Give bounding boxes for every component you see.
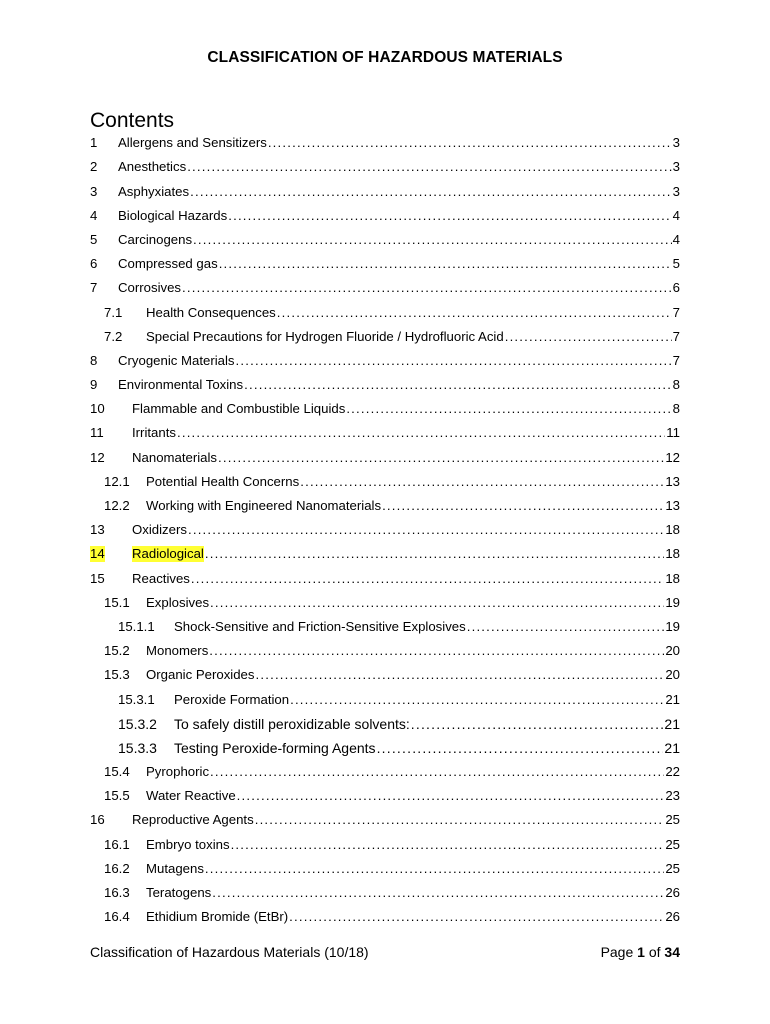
toc-entry-page: 3 (672, 183, 680, 199)
toc-entry[interactable] (90, 638, 680, 662)
toc-entry-label[interactable]: Compressed gas (118, 256, 218, 272)
toc-entry-number: 12 (90, 449, 105, 465)
toc-entry-body (146, 885, 680, 901)
toc-entry-body (146, 498, 680, 514)
toc-entry-page: 26 (665, 909, 680, 925)
toc-entry-number: 10 (90, 401, 105, 417)
toc-entry-page: 8 (672, 377, 680, 393)
toc-entry-body (146, 305, 680, 321)
toc-leader-dots (268, 135, 672, 151)
toc-entry-label[interactable]: Special Precautions for Hydrogen Fluoride / Hydrofluoric Acid (146, 328, 504, 344)
toc-entry-label[interactable]: Shock-Sensitive and Friction-Sensitive Explosives (174, 618, 466, 634)
toc-leader-dots (210, 764, 664, 780)
toc-entry-body (174, 740, 680, 756)
toc-entry[interactable] (90, 251, 680, 275)
toc-entry[interactable] (90, 227, 680, 251)
toc-leader-dots (300, 474, 664, 490)
toc-entry-body (146, 329, 680, 345)
contents-heading: Contents (90, 109, 175, 132)
toc-entry[interactable] (90, 686, 680, 710)
toc-leader-dots (188, 522, 664, 538)
toc-leader-dots (177, 425, 665, 441)
toc-entry-label[interactable]: Working with Engineered Nanomaterials (146, 498, 382, 513)
toc-entry-page: 4 (672, 231, 680, 247)
toc-entry-body (132, 522, 680, 538)
table-of-contents (90, 130, 680, 928)
toc-entry-label[interactable]: Explosives (146, 594, 210, 610)
toc-entry-body (146, 474, 680, 490)
toc-entry[interactable] (90, 541, 680, 565)
toc-leader-dots (210, 595, 664, 611)
toc-entry[interactable] (90, 154, 680, 178)
toc-entry-body (146, 595, 680, 611)
footer-page-total: 34 (664, 944, 680, 960)
toc-entry-number: 15.3.2 (118, 715, 157, 732)
toc-entry[interactable] (90, 735, 680, 759)
toc-entry-number: 1 (90, 135, 98, 151)
toc-entry-number: 16.3 (104, 885, 130, 900)
toc-entry-label[interactable]: Monomers (146, 643, 209, 659)
toc-entry-page: 23 (665, 788, 680, 804)
toc-entry[interactable] (90, 469, 680, 493)
toc-entry-page: 21 (665, 691, 680, 707)
toc-entry[interactable] (90, 493, 680, 517)
toc-leader-dots (228, 208, 671, 224)
toc-entry-number: 15.5 (104, 788, 130, 804)
toc-entry-number: 15.3 (104, 667, 130, 683)
toc-entry[interactable] (90, 590, 680, 614)
toc-entry-number: 4 (90, 207, 98, 223)
toc-entry-page: 12 (665, 449, 680, 465)
toc-entry-page: 25 (665, 836, 680, 852)
toc-entry-number: 15.4 (104, 764, 130, 780)
footer-of-word: of (644, 944, 665, 960)
toc-leader-dots (467, 619, 665, 635)
toc-entry-number: 15.1 (104, 594, 130, 610)
toc-leader-dots (237, 788, 665, 804)
toc-entry-number: 8 (90, 352, 98, 368)
toc-entry-page: 22 (665, 764, 680, 780)
toc-entry-number: 15 (90, 570, 105, 586)
toc-leader-dots (244, 377, 672, 393)
toc-entry-number: 6 (90, 256, 98, 272)
toc-entry-body (132, 425, 680, 441)
toc-leader-dots (212, 885, 664, 901)
toc-entry[interactable] (90, 324, 680, 348)
toc-entry-body (174, 716, 680, 732)
toc-entry-page: 4 (672, 207, 680, 223)
toc-entry[interactable] (90, 130, 680, 154)
toc-entry-body (146, 788, 680, 804)
toc-entry-number: 7.1 (104, 304, 123, 320)
toc-entry[interactable] (90, 856, 680, 880)
toc-entry-page: 21 (664, 739, 680, 756)
toc-entry-body (132, 450, 680, 466)
toc-entry-page: 8 (672, 401, 680, 417)
toc-entry[interactable] (90, 203, 680, 227)
toc-entry-label[interactable]: Corrosives (118, 280, 182, 296)
toc-entry-body (146, 667, 680, 683)
toc-entry-label[interactable]: Ethidium Bromide (EtBr) (146, 909, 289, 925)
toc-entry-label[interactable]: Testing Peroxide-forming Agents (174, 739, 376, 756)
toc-entry-number: 14 (90, 546, 105, 562)
toc-entry[interactable] (90, 396, 680, 420)
toc-leader-dots (231, 837, 665, 853)
toc-entry-page: 7 (672, 328, 680, 344)
toc-leader-dots (290, 692, 664, 708)
toc-entry-page: 25 (665, 860, 680, 876)
toc-entry-number: 12.2 (104, 498, 130, 513)
toc-leader-dots (255, 812, 665, 828)
toc-leader-dots (205, 861, 664, 877)
footer-page-indicator (601, 944, 680, 960)
toc-entry[interactable] (90, 831, 680, 855)
toc-entry-body (146, 861, 680, 877)
toc-entry-page: 7 (672, 304, 680, 320)
toc-leader-dots (190, 184, 672, 200)
toc-entry[interactable] (90, 759, 680, 783)
toc-entry-label[interactable]: Peroxide Formation (174, 691, 290, 707)
toc-entry-body (174, 619, 680, 635)
toc-entry-label[interactable]: Environmental Toxins (118, 377, 244, 393)
toc-leader-dots (382, 498, 664, 514)
toc-entry[interactable] (90, 662, 680, 686)
toc-entry-label[interactable]: Flammable and Combustible Liquids (132, 401, 346, 417)
toc-entry-body (118, 184, 680, 200)
toc-leader-dots (255, 667, 664, 683)
toc-entry-body (118, 232, 680, 248)
toc-leader-dots (411, 716, 664, 732)
toc-entry-label[interactable]: To safely distill peroxidizable solvents: (174, 715, 410, 732)
toc-entry[interactable] (90, 904, 680, 928)
toc-entry-number: 7 (90, 280, 98, 296)
toc-leader-dots (377, 740, 664, 756)
toc-entry-number: 15.3.3 (118, 739, 157, 756)
toc-entry-page: 21 (664, 715, 680, 732)
toc-entry-label[interactable]: Reproductive Agents (132, 812, 254, 828)
toc-entry-label[interactable]: Water Reactive (146, 788, 236, 804)
page-title: CLASSIFICATION OF HAZARDOUS MATERIALS (207, 49, 563, 66)
toc-entry[interactable] (90, 807, 680, 831)
toc-entry-label[interactable]: Irritants (132, 425, 176, 441)
toc-entry-label[interactable]: Embryo toxins (146, 836, 230, 852)
footer-page-number: 1 (637, 944, 645, 960)
toc-entry[interactable] (90, 614, 680, 638)
toc-entry-body (132, 546, 680, 562)
toc-entry-page: 26 (665, 885, 680, 900)
toc-entry-body (132, 571, 680, 587)
toc-entry-body (118, 256, 680, 272)
toc-entry-page: 20 (665, 643, 680, 659)
toc-entry-label[interactable]: Carcinogens (118, 231, 193, 247)
toc-entry[interactable] (90, 372, 680, 396)
toc-entry[interactable] (90, 444, 680, 468)
toc-entry-number: 2 (90, 159, 98, 175)
toc-entry-page: 19 (665, 618, 680, 634)
toc-entry-body (118, 280, 680, 296)
toc-entry[interactable] (90, 711, 680, 735)
toc-entry-number: 12.1 (104, 473, 130, 489)
toc-entry[interactable] (90, 880, 680, 904)
toc-entry-page: 13 (665, 498, 680, 513)
toc-entry-number: 5 (90, 231, 98, 247)
toc-entry-label[interactable]: Allergens and Sensitizers (118, 135, 267, 151)
toc-entry-number: 15.1.1 (118, 618, 155, 634)
toc-entry-label[interactable]: Biological Hazards (118, 207, 228, 223)
toc-entry-page: 11 (666, 425, 680, 441)
toc-entry-page: 7 (672, 352, 680, 368)
toc-entry-body (174, 692, 680, 708)
toc-entry-body (118, 353, 680, 369)
toc-entry[interactable] (90, 420, 680, 444)
toc-entry-number: 16 (90, 812, 105, 828)
toc-entry[interactable] (90, 275, 680, 299)
toc-entry-label[interactable]: Health Consequences (146, 304, 276, 320)
toc-entry-body (146, 909, 680, 925)
toc-entry-page: 6 (672, 280, 680, 296)
toc-leader-dots (191, 571, 664, 587)
toc-entry-page: 5 (672, 256, 680, 272)
toc-entry-page: 20 (665, 667, 680, 683)
toc-entry-body (146, 837, 680, 853)
toc-entry-label[interactable]: Cryogenic Materials (118, 352, 235, 368)
toc-entry-label[interactable]: Pyrophoric (146, 764, 210, 780)
toc-entry[interactable] (90, 517, 680, 541)
footer-document-title: Classification of Hazardous Materials (10/18) (90, 944, 369, 960)
toc-entry-number: 11 (90, 425, 104, 441)
toc-entry-number: 15.3.1 (118, 691, 155, 707)
toc-leader-dots (193, 232, 672, 248)
toc-entry-number: 7.2 (104, 328, 123, 344)
toc-leader-dots (289, 909, 664, 925)
toc-entry-number: 15.2 (104, 643, 130, 659)
toc-entry-body (132, 812, 680, 828)
toc-entry[interactable] (90, 783, 680, 807)
toc-entry-label[interactable]: Organic Peroxides (146, 667, 255, 683)
toc-entry[interactable] (90, 178, 680, 202)
toc-entry-page: 13 (665, 473, 680, 489)
toc-leader-dots (209, 643, 664, 659)
toc-entry-body (146, 643, 680, 659)
toc-leader-dots (218, 450, 664, 466)
toc-entry-label[interactable]: Oxidizers (132, 522, 187, 538)
toc-leader-dots (182, 280, 672, 296)
toc-entry-label[interactable]: Mutagens (146, 860, 204, 876)
toc-leader-dots (187, 159, 671, 175)
toc-entry[interactable] (90, 565, 680, 589)
toc-entry-page: 3 (672, 135, 680, 151)
toc-entry-page: 3 (672, 159, 680, 175)
toc-leader-dots (505, 329, 672, 345)
toc-entry-page: 18 (665, 522, 680, 538)
toc-entry-body (118, 159, 680, 175)
toc-entry-number: 16.4 (104, 909, 130, 925)
toc-entry-number: 16.2 (104, 860, 130, 876)
toc-entry-body (118, 377, 680, 393)
toc-entry-page: 25 (665, 812, 680, 828)
toc-entry-number: 9 (90, 377, 98, 393)
toc-entry-label[interactable]: Radiological (132, 546, 204, 562)
toc-entry-page: 19 (665, 594, 680, 610)
toc-entry-label[interactable]: Reactives (132, 570, 190, 586)
toc-entry-label[interactable]: Nanomaterials (132, 449, 218, 465)
toc-leader-dots (277, 305, 672, 321)
toc-leader-dots (219, 256, 672, 272)
toc-entry-body (146, 764, 680, 780)
toc-entry-label[interactable]: Potential Health Concerns (146, 473, 300, 489)
footer-page-word: Page (600, 944, 638, 960)
toc-leader-dots (205, 546, 664, 562)
toc-leader-dots (346, 401, 671, 417)
toc-entry-label[interactable]: Teratogens (146, 885, 212, 900)
toc-entry[interactable] (90, 299, 680, 323)
toc-leader-dots (236, 353, 672, 369)
toc-entry-number: 3 (90, 183, 98, 199)
toc-entry-page: 18 (665, 546, 680, 562)
toc-entry-label[interactable]: Asphyxiates (118, 183, 190, 199)
toc-entry-body (118, 135, 680, 151)
toc-entry[interactable] (90, 348, 680, 372)
toc-entry-body (132, 401, 680, 417)
toc-entry-number: 13 (90, 522, 105, 538)
toc-entry-body (118, 208, 680, 224)
toc-entry-number: 16.1 (104, 836, 130, 852)
toc-entry-page: 18 (665, 570, 680, 586)
toc-entry-label[interactable]: Anesthetics (118, 159, 187, 175)
